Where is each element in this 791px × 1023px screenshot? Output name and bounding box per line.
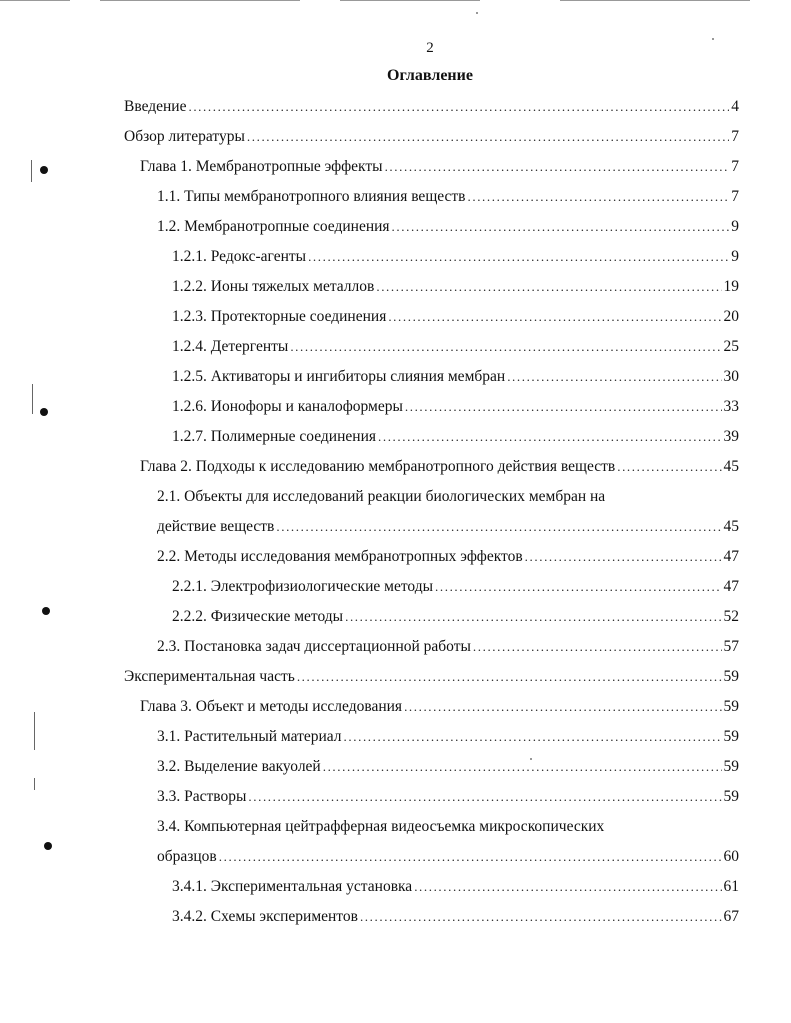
- toc-entry-page: 52: [723, 608, 739, 625]
- toc-entry[interactable]: [140, 456, 739, 478]
- toc-entry-page: 7: [731, 158, 739, 175]
- toc-entry-label: 3.1. Растительный материал: [157, 728, 342, 745]
- leader-dots: [414, 876, 721, 898]
- toc-entry-label: Обзор литературы: [124, 128, 245, 145]
- toc-entry[interactable]: [124, 126, 739, 148]
- toc-title: Оглавление: [387, 67, 473, 84]
- toc-entry-label: 1.1. Типы мембранотропного влияния веществ: [157, 188, 466, 205]
- toc-entry-label: 1.2.2. Ионы тяжелых металлов: [172, 278, 375, 295]
- toc-entry[interactable]: [157, 726, 739, 748]
- leader-dots: [507, 366, 721, 388]
- toc-entry-label: 1.2. Мембранотропные соединения: [157, 218, 390, 235]
- leader-dots: [468, 186, 730, 208]
- scan-edge-line: [100, 0, 300, 1]
- toc-entry-page: 9: [731, 218, 739, 235]
- leader-dots: [525, 546, 722, 568]
- toc-entry-label: Глава 3. Объект и методы исследования: [140, 698, 403, 715]
- leader-dots: [617, 456, 721, 478]
- scan-mark: [31, 160, 32, 182]
- toc-entry-page: 19: [723, 278, 739, 295]
- toc-entry-label: 1.2.5. Активаторы и ингибиторы слияния мембран: [172, 368, 506, 385]
- toc-entry[interactable]: [172, 306, 739, 328]
- toc-entry-label: 2.2.1. Электрофизиологические методы: [172, 578, 434, 595]
- leader-dots: [290, 336, 721, 358]
- leader-dots: [248, 786, 721, 808]
- toc-entry[interactable]: [172, 396, 739, 418]
- toc-entry-label: 2.2.2. Физические методы: [172, 608, 344, 625]
- toc-entry-label: 1.2.3. Протекторные соединения: [172, 308, 387, 325]
- scan-mark: [34, 778, 35, 790]
- leader-dots: [405, 396, 722, 418]
- toc-entry-page: 45: [723, 458, 739, 475]
- toc-entry[interactable]: [172, 906, 739, 928]
- toc-entry-label: Экспериментальная часть: [124, 668, 295, 685]
- leader-dots: [385, 156, 730, 178]
- leader-dots: [392, 216, 730, 238]
- toc-entry[interactable]: [172, 576, 739, 598]
- scan-speck: [476, 12, 478, 14]
- toc-entry-label: действие веществ: [157, 518, 275, 535]
- toc-entry-label: 3.4.1. Экспериментальная установка: [172, 878, 413, 895]
- toc-entry[interactable]: [157, 636, 739, 658]
- toc-entry[interactable]: [124, 666, 739, 688]
- leader-dots: [378, 426, 722, 448]
- page-number: 2: [426, 40, 434, 56]
- leader-dots: [344, 726, 722, 748]
- toc-entry-page: 61: [723, 878, 739, 895]
- toc-entry[interactable]: [172, 276, 739, 298]
- toc-entry[interactable]: [172, 426, 739, 448]
- toc-entry-label-line1: 3.4. Компьютерная цейтрафферная видеосъемка микроскопических: [157, 818, 605, 835]
- toc-entry[interactable]: [140, 156, 739, 178]
- leader-dots: [308, 246, 729, 268]
- punch-hole: [40, 166, 48, 174]
- toc-entry-page: 7: [731, 128, 739, 145]
- toc-entry[interactable]: [157, 846, 739, 868]
- toc-entry-page: 7: [731, 188, 739, 205]
- punch-hole: [42, 607, 50, 615]
- toc-entry-page: 59: [723, 788, 739, 805]
- toc-entry-label: Глава 2. Подходы к исследованию мембранотропного действия веществ: [140, 458, 616, 475]
- leader-dots: [323, 756, 722, 778]
- toc-entry-page: 59: [723, 668, 739, 685]
- toc-entry[interactable]: [157, 186, 739, 208]
- toc-entry-page: 47: [723, 548, 739, 565]
- scan-edge-line: [340, 0, 480, 1]
- toc-entry-label: 2.3. Постановка задач диссертационной работы: [157, 638, 471, 655]
- toc-entry[interactable]: [157, 756, 739, 778]
- toc-entry-label: 1.2.6. Ионофоры и каналоформеры: [172, 398, 403, 415]
- toc-entry-page: 45: [723, 518, 739, 535]
- scan-edge-line: [560, 0, 750, 1]
- scan-edge-line: [0, 0, 70, 1]
- toc-entry-label: 3.3. Растворы: [157, 788, 247, 805]
- toc-entry-page: 33: [723, 398, 739, 415]
- toc-entry-label: 1.2.4. Детергенты: [172, 338, 289, 355]
- toc-entry-label: 3.4.2. Схемы экспериментов: [172, 908, 358, 925]
- toc-entry[interactable]: [172, 606, 739, 628]
- toc-entry-page: 20: [723, 308, 739, 325]
- leader-dots: [345, 606, 721, 628]
- toc-entry[interactable]: [124, 96, 739, 118]
- punch-hole: [40, 408, 48, 416]
- leader-dots: [219, 846, 722, 868]
- toc-entry-label-line1: 2.1. Объекты для исследований реакции биологических мембран на: [157, 488, 606, 505]
- toc-entry-page: 57: [723, 638, 739, 655]
- toc-entry[interactable]: [172, 876, 739, 898]
- leader-dots: [473, 636, 722, 658]
- toc-entry-page: 39: [723, 428, 739, 445]
- toc-entry-label: 2.2. Методы исследования мембранотропных эффектов: [157, 548, 523, 565]
- toc-entry[interactable]: [157, 786, 739, 808]
- toc-entry-page: 25: [723, 338, 739, 355]
- toc-entry-label: Глава 1. Мембранотропные эффекты: [140, 158, 383, 175]
- toc-entry[interactable]: [172, 336, 739, 358]
- toc-entry[interactable]: [172, 246, 739, 268]
- leader-dots: [360, 906, 722, 928]
- toc-entry[interactable]: [157, 516, 739, 538]
- toc-entry-label: 3.2. Выделение вакуолей: [157, 758, 321, 775]
- toc-entry[interactable]: [157, 546, 739, 568]
- leader-dots: [388, 306, 721, 328]
- leader-dots: [297, 666, 722, 688]
- toc-entry-page: 4: [731, 98, 739, 115]
- scan-mark: [34, 712, 35, 750]
- toc-entry-label: 1.2.7. Полимерные соединения: [172, 428, 376, 445]
- toc-entry-page: 30: [723, 368, 739, 385]
- toc-entry-page: 60: [723, 848, 739, 865]
- leader-dots: [435, 576, 721, 598]
- toc-entry-page: 9: [731, 248, 739, 265]
- leader-dots: [276, 516, 721, 538]
- toc-entry[interactable]: [157, 216, 739, 238]
- leader-dots: [376, 276, 721, 298]
- toc-entry[interactable]: [172, 366, 739, 388]
- toc-entry-page: 47: [723, 578, 739, 595]
- punch-hole: [44, 842, 52, 850]
- toc-entry-label: 1.2.1. Редокс-агенты: [172, 248, 307, 265]
- leader-dots: [188, 96, 729, 118]
- leader-dots: [247, 126, 729, 148]
- toc-entry[interactable]: [140, 696, 739, 718]
- toc-entry-label: Введение: [124, 98, 187, 115]
- toc-entry-page: 59: [723, 728, 739, 745]
- leader-dots: [404, 696, 721, 718]
- scan-mark: [32, 384, 33, 414]
- toc-entry-page: 59: [723, 758, 739, 775]
- toc-entry-page: 59: [723, 698, 739, 715]
- toc-entry-page: 67: [723, 908, 739, 925]
- toc-entry-label: образцов: [157, 848, 217, 865]
